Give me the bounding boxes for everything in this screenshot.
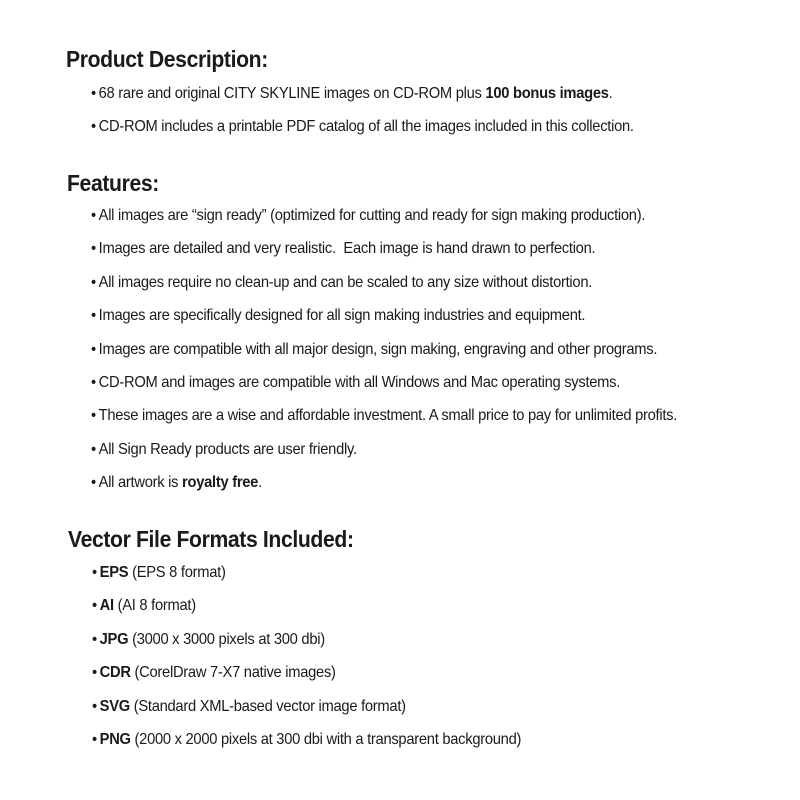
bullet-icon: • (91, 240, 96, 258)
bullet-icon: • (92, 697, 97, 715)
list-item: • CD-ROM includes a printable PDF catalog of all the images included in this collection. (91, 118, 634, 136)
bullet-icon: • (92, 730, 97, 748)
bullet-icon: • (91, 440, 96, 458)
bullet-icon: • (91, 307, 96, 325)
bullet-icon: • (91, 474, 96, 492)
list-item: • All images require no clean-up and can be scaled to any size without distortion. (91, 273, 593, 291)
bullet-icon: • (91, 85, 96, 102)
list-item: • CDR (CorelDraw 7-X7 native images) (92, 664, 336, 682)
list-item: • These images are a wise and affordable investment. A small price to pay for unlimited profits. (91, 407, 678, 425)
list-item: • AI (AI 8 format) (92, 597, 196, 615)
product-description-heading: Product Description: (66, 46, 268, 72)
features-heading: Features: (67, 170, 159, 196)
list-item: • Images are compatible with all major design, sign making, engraving and other programs. (91, 340, 658, 358)
bullet-icon: • (92, 630, 97, 648)
list-item: • EPS (EPS 8 format) (92, 564, 226, 581)
list-item: • All artwork is royalty free. (91, 474, 262, 492)
file-formats-heading: Vector File Formats Included: (68, 526, 354, 552)
bullet-icon: • (91, 373, 96, 391)
bullet-icon: • (91, 273, 96, 291)
list-item: • PNG (2000 x 2000 pixels at 300 dbi with a transparent background) (92, 730, 522, 748)
bullet-icon: • (92, 564, 97, 581)
list-item: • SVG (Standard XML-based vector image format) (92, 697, 406, 715)
list-item: • All Sign Ready products are user friendly. (91, 440, 357, 458)
list-item: • Images are specifically designed for all sign making industries and equipment. (91, 307, 586, 325)
features-list (91, 206, 728, 507)
product-description-list (91, 84, 681, 151)
file-formats-list (92, 563, 558, 763)
bullet-icon: • (92, 664, 97, 682)
list-item: • JPG (3000 x 3000 pixels at 300 dbi) (92, 630, 325, 648)
bullet-icon: • (91, 407, 96, 425)
bullet-icon: • (91, 207, 96, 224)
bullet-icon: • (91, 340, 96, 358)
list-item: • All images are “sign ready” (optimized for cutting and ready for sign making production). (91, 207, 646, 224)
bullet-icon: • (91, 118, 96, 136)
list-item: • 68 rare and original CITY SKYLINE images on CD-ROM plus 100 bonus images. (91, 85, 613, 102)
list-item: • Images are detailed and very realistic. Each image is hand drawn to perfection. (91, 240, 596, 258)
bullet-icon: • (92, 597, 97, 615)
list-item: • CD-ROM and images are compatible with all Windows and Mac operating systems. (91, 373, 621, 391)
